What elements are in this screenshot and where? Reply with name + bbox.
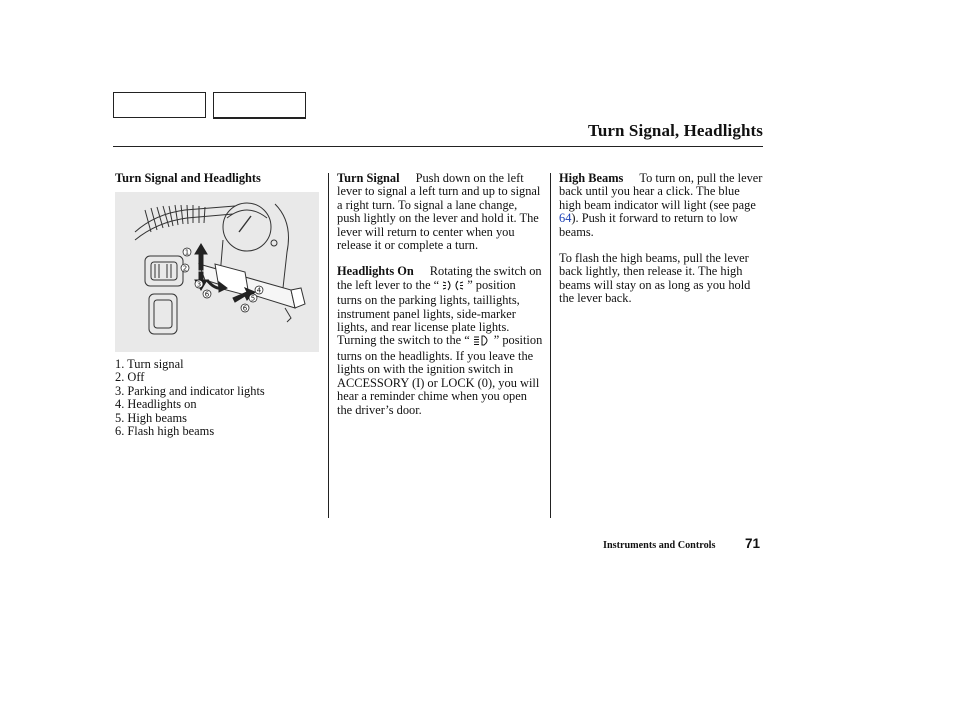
section-heading: Turn Signal and Headlights	[115, 171, 261, 185]
callout-6b: 6	[242, 304, 248, 313]
footer-section-name: Instruments and Controls	[603, 540, 716, 551]
high-beams-paragraph	[559, 172, 763, 239]
figure-legend	[115, 358, 320, 438]
callout-1: 1	[184, 248, 190, 257]
page-reference-link[interactable]: 64	[559, 211, 572, 226]
nav-box-previous[interactable]	[113, 92, 206, 118]
high-beams-body-part2: ). Push it forward to return to low beams.	[559, 211, 738, 239]
callout-6: 6	[204, 290, 210, 299]
callout-3: 3	[196, 280, 202, 289]
turn-signal-paragraph	[337, 172, 543, 252]
flash-paragraph: To flash the high beams, pull the lever back lightly, then release it. The high beams will stay on as long as you hold the lever back.	[559, 251, 751, 306]
legend-item: 1. Turn signal	[115, 357, 184, 371]
middle-column	[337, 172, 543, 430]
legend-item: 2. Off	[115, 370, 145, 385]
page-title: Turn Signal, Headlights	[587, 121, 763, 140]
headlights-on-paragraph	[337, 265, 543, 416]
title-divider	[113, 146, 763, 147]
turn-signal-body: Push down on the left lever to signal a left turn and up to signal a right turn. To signal a lane change, push lightly on the lever and hold it. The lever will return to center when you release it or complete a turn.	[337, 171, 541, 253]
right-column	[559, 172, 763, 319]
turn-signal-lever-illustration	[115, 192, 319, 352]
callout-2: 2	[182, 264, 188, 273]
parking-lights-icon	[442, 280, 464, 294]
column-divider-1	[328, 173, 329, 518]
legend-item: 3. Parking and indicator lights	[115, 383, 265, 398]
legend-item: 6. Flash high beams	[115, 424, 215, 439]
headlights-body-part1: Rotating the switch on the left lever to the “	[337, 264, 542, 292]
nav-box-next[interactable]	[213, 92, 306, 119]
headlights-on-heading: Headlights On	[337, 264, 414, 279]
headlights-body-part2: ” position turns on the parking lights, taillights, instrument panel lights, side-marker lights, and rear license plate lights. Turning the switch to the “	[337, 277, 520, 348]
headlight-icon	[473, 335, 491, 349]
page-number: 71	[745, 536, 761, 551]
legend-item: 5. High beams	[115, 410, 187, 425]
legend-item: 4. Headlights on	[115, 397, 197, 412]
high-beams-body-part1: To turn on, pull the lever back until you hear a click. The blue high beam indicator will light (see page	[559, 171, 763, 212]
high-beams-heading: High Beams	[559, 171, 624, 185]
turn-signal-heading: Turn Signal	[337, 171, 400, 185]
callout-4: 4	[256, 286, 262, 295]
callout-5: 5	[250, 294, 256, 303]
headlights-body-part3: ” position turns on the headlights. If you leave the lights on with the ignition switch in ACCESSORY (I) or LOCK (0), you will hear a reminder chime when you open the driver’s door.	[337, 333, 543, 417]
lever-diagram	[115, 192, 319, 352]
column-divider-2	[550, 173, 551, 518]
